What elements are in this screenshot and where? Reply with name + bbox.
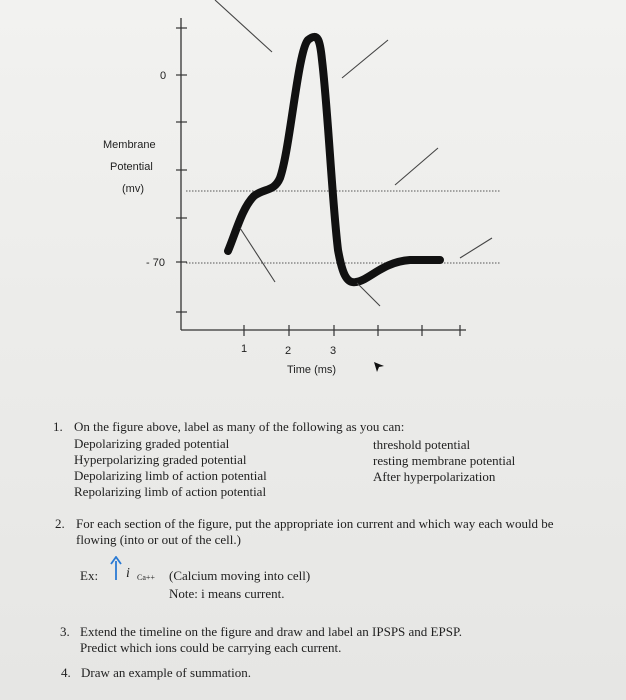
y-axis-label-line1: Membrane bbox=[103, 139, 156, 151]
y-axis-label-line3: (mv) bbox=[122, 183, 144, 195]
q2-example-text: (Calcium moving into cell) bbox=[169, 568, 311, 583]
action-potential-curve bbox=[228, 37, 440, 282]
cursor-pointer-icon bbox=[374, 362, 384, 372]
q1-item-left-3: Depolarizing limb of action potential bbox=[74, 468, 267, 483]
q2-line1: For each section of the figure, put the appropriate ion current and which way each would be bbox=[76, 516, 554, 531]
x-tick-label-1: 1 bbox=[241, 343, 248, 355]
q2-example-symbol: i bbox=[126, 566, 130, 581]
q4-text: Draw an example of summation. bbox=[81, 665, 252, 680]
q1-item-left-2: Hyperpolarizing graded potential bbox=[74, 452, 247, 467]
y-axis-label-line2: Potential bbox=[110, 161, 153, 173]
q3-line2: Predict which ions could be carrying each current. bbox=[80, 640, 342, 655]
q4-number: 4. bbox=[61, 665, 71, 680]
label-pointer-lines bbox=[215, 0, 492, 306]
q1-item-left-4: Repolarizing limb of action potential bbox=[74, 484, 267, 499]
up-arrow-icon bbox=[110, 556, 122, 582]
x-tick-label-2: 2 bbox=[285, 345, 292, 357]
q1-text: On the figure above, label as many of the following as you can: bbox=[74, 419, 405, 434]
q3-number: 3. bbox=[60, 624, 70, 639]
q1-item-right-2: resting membrane potential bbox=[373, 453, 516, 468]
q2-example-label: Ex: bbox=[80, 568, 99, 583]
q1-item-right-3: After hyperpolarization bbox=[373, 469, 496, 484]
q2-line2: flowing (into or out of the cell.) bbox=[76, 532, 241, 547]
q1-item-right-1: threshold potential bbox=[373, 437, 471, 452]
q2-example-subscript: Ca++ bbox=[137, 573, 155, 582]
q2-number: 2. bbox=[55, 516, 65, 531]
x-axis-label: Time (ms) bbox=[287, 364, 337, 376]
q2-note: Note: i means current. bbox=[169, 586, 285, 601]
y-tick-zero-label: 0 bbox=[160, 70, 167, 82]
q1-item-left-1: Depolarizing graded potential bbox=[74, 436, 230, 451]
q1-number: 1. bbox=[53, 419, 63, 434]
y-tick-minus70-label: - 70 bbox=[146, 257, 165, 269]
x-tick-label-3: 3 bbox=[330, 345, 337, 357]
q3-line1: Extend the timeline on the figure and draw and label an IPSPS and EPSP. bbox=[80, 624, 462, 639]
